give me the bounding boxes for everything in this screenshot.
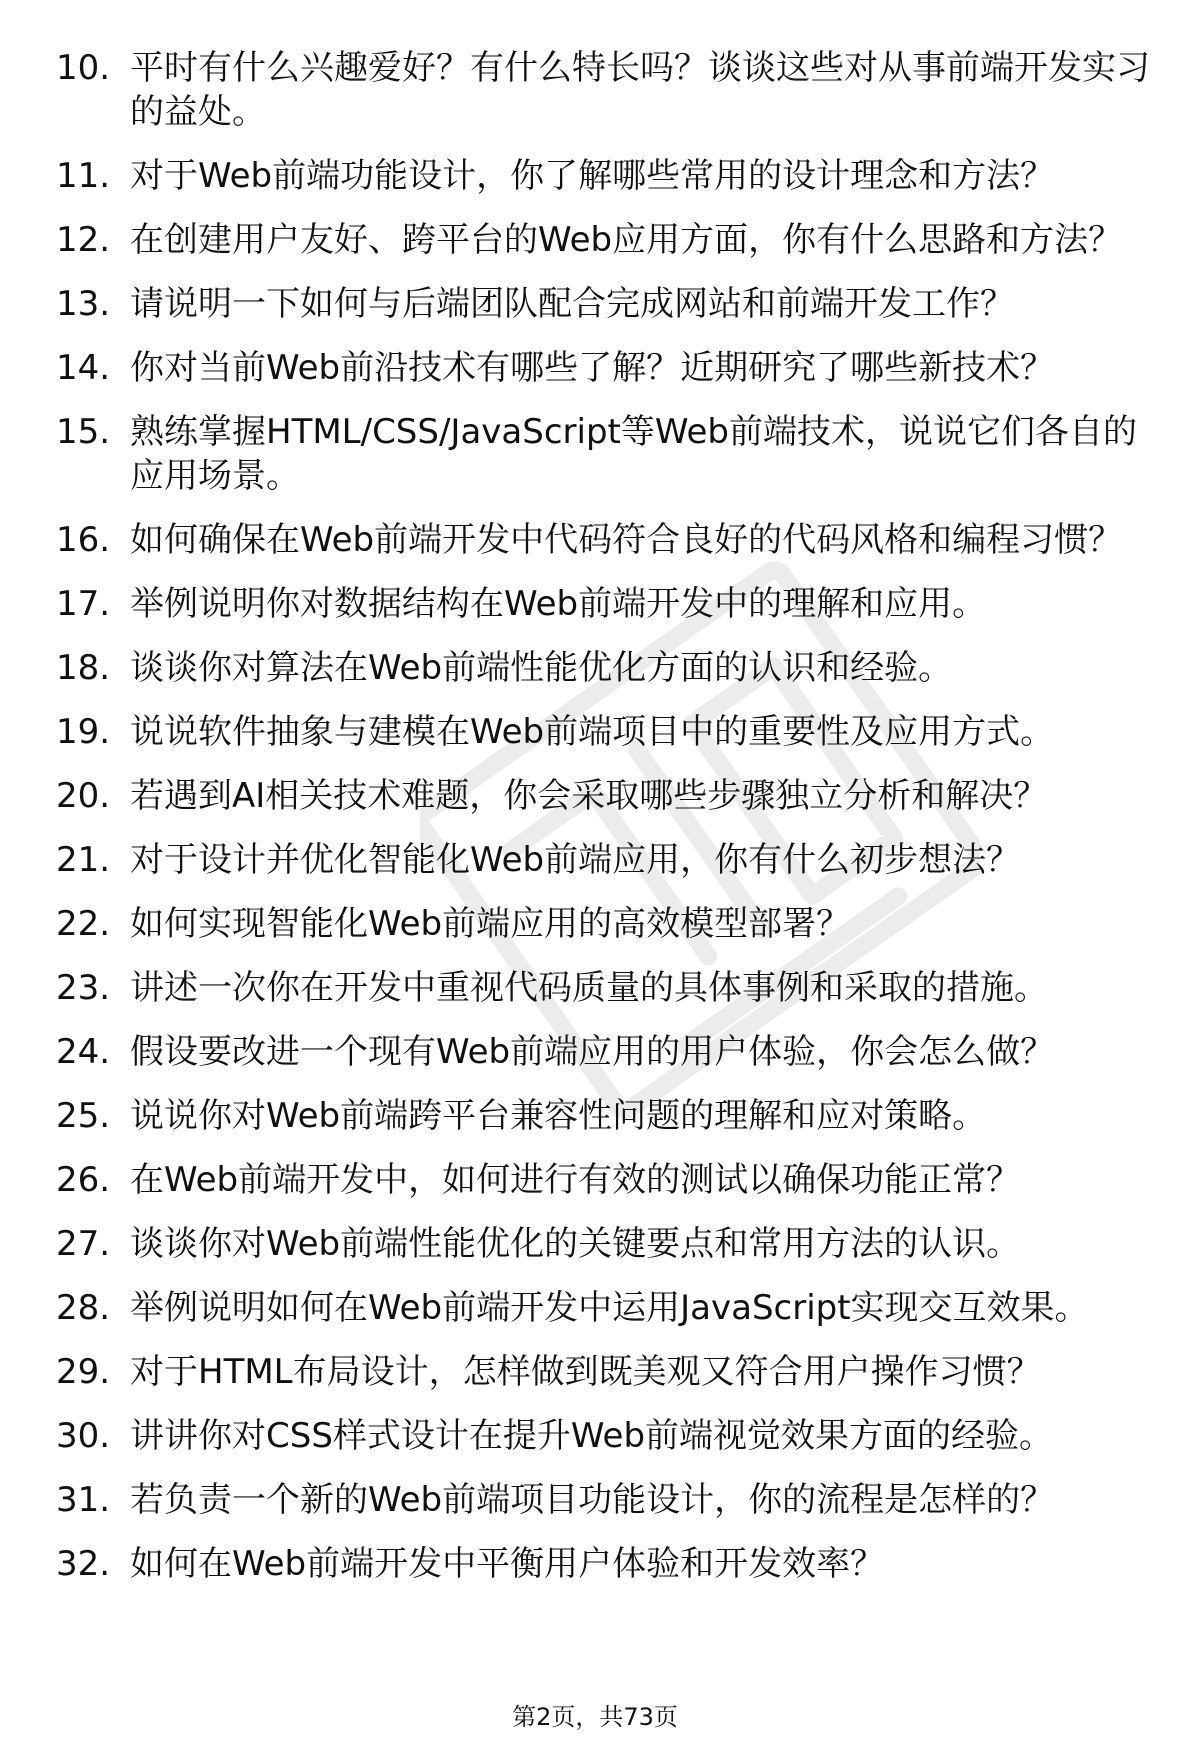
question-number: 28.	[56, 1288, 111, 1328]
question-item	[0, 582, 1190, 626]
question-item	[0, 902, 1190, 946]
question-number: 22.	[56, 904, 111, 944]
question-text: 平时有什么兴趣爱好？有什么特长吗？谈谈这些对从事前端开发实习的益处。	[130, 48, 1150, 132]
question-number: 18.	[56, 648, 111, 688]
question-text: 在Web前端开发中，如何进行有效的测试以确保功能正常？	[130, 1160, 1021, 1200]
question-item	[0, 710, 1190, 754]
question-text: 熟练掌握HTML/CSS/JavaScript等Web前端技术，说说它们各自的应用场景。	[130, 412, 1137, 496]
question-text: 说说软件抽象与建模在Web前端项目中的重要性及应用方式。	[130, 712, 1055, 752]
question-item	[0, 966, 1190, 1010]
question-number: 19.	[56, 712, 111, 752]
question-number: 10.	[56, 48, 111, 88]
question-text: 谈谈你对算法在Web前端性能优化方面的认识和经验。	[130, 648, 953, 688]
question-number: 11.	[56, 156, 111, 196]
question-number: 27.	[56, 1224, 111, 1264]
question-text: 讲讲你对CSS样式设计在提升Web前端视觉效果方面的经验。	[130, 1416, 1054, 1456]
question-item	[0, 154, 1190, 198]
question-item	[0, 518, 1190, 562]
question-text: 如何实现智能化Web前端应用的高效模型部署？	[130, 904, 851, 944]
question-text: 你对当前Web前沿技术有哪些了解？近期研究了哪些新技术？	[130, 348, 1055, 388]
question-text: 谈谈你对Web前端性能优化的关键要点和常用方法的认识。	[130, 1224, 1021, 1264]
question-text: 若负责一个新的Web前端项目功能设计，你的流程是怎样的？	[130, 1480, 1055, 1520]
question-text: 对于HTML布局设计，怎样做到既美观又符合用户操作习惯？	[130, 1352, 1041, 1392]
question-item	[0, 1350, 1190, 1394]
question-number: 31.	[56, 1480, 111, 1520]
question-item	[0, 282, 1190, 326]
question-text: 讲述一次你在开发中重视代码质量的具体事例和采取的措施。	[130, 968, 1048, 1008]
question-item	[0, 646, 1190, 690]
question-item	[0, 1094, 1190, 1138]
question-number: 24.	[56, 1032, 111, 1072]
question-number: 30.	[56, 1416, 111, 1456]
question-item	[0, 346, 1190, 390]
question-number: 23.	[56, 968, 111, 1008]
question-item	[0, 1542, 1190, 1586]
question-text: 举例说明如何在Web前端开发中运用JavaScript实现交互效果。	[130, 1288, 1089, 1328]
interview-question-list	[0, 46, 1190, 1606]
question-number: 25.	[56, 1096, 111, 1136]
question-number: 13.	[56, 284, 111, 324]
question-item	[0, 1478, 1190, 1522]
question-number: 29.	[56, 1352, 111, 1392]
question-item	[0, 1222, 1190, 1266]
page-footer	[0, 1702, 1190, 1732]
question-item	[0, 838, 1190, 882]
question-item	[0, 1030, 1190, 1074]
question-text: 对于Web前端功能设计，你了解哪些常用的设计理念和方法？	[130, 156, 1055, 196]
question-item	[0, 410, 1190, 498]
question-text: 举例说明你对数据结构在Web前端开发中的理解和应用。	[130, 584, 987, 624]
question-text: 如何确保在Web前端开发中代码符合良好的代码风格和编程习惯？	[130, 520, 1123, 560]
question-number: 14.	[56, 348, 111, 388]
page-number-text: 第2页，共73页	[512, 1703, 678, 1731]
question-number: 32.	[56, 1544, 111, 1584]
question-number: 17.	[56, 584, 111, 624]
question-item	[0, 46, 1190, 134]
question-number: 26.	[56, 1160, 111, 1200]
question-text: 请说明一下如何与后端团队配合完成网站和前端开发工作？	[130, 284, 1014, 324]
question-item	[0, 774, 1190, 818]
question-text: 在创建用户友好、跨平台的Web应用方面，你有什么思路和方法？	[130, 220, 1123, 260]
question-item	[0, 1158, 1190, 1202]
question-number: 15.	[56, 412, 111, 452]
question-text: 假设要改进一个现有Web前端应用的用户体验，你会怎么做？	[130, 1032, 1055, 1072]
question-number: 21.	[56, 840, 111, 880]
question-text: 若遇到AI相关技术难题，你会采取哪些步骤独立分析和解决？	[130, 776, 1048, 816]
question-text: 如何在Web前端开发中平衡用户体验和开发效率？	[130, 1544, 885, 1584]
question-text: 说说你对Web前端跨平台兼容性问题的理解和应对策略。	[130, 1096, 987, 1136]
question-item	[0, 1286, 1190, 1330]
question-number: 12.	[56, 220, 111, 260]
question-number: 16.	[56, 520, 111, 560]
question-item	[0, 218, 1190, 262]
question-number: 20.	[56, 776, 111, 816]
question-item	[0, 1414, 1190, 1458]
question-text: 对于设计并优化智能化Web前端应用，你有什么初步想法？	[130, 840, 1021, 880]
